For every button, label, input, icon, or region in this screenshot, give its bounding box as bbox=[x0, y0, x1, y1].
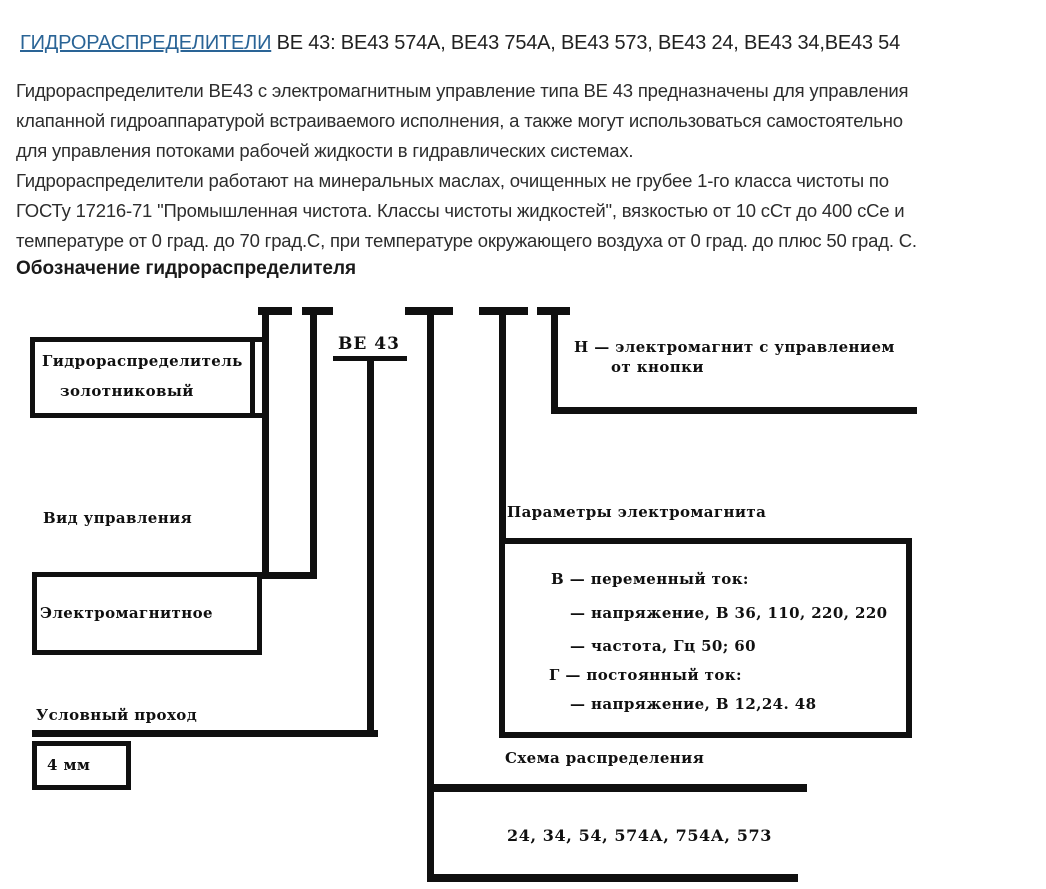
valve-type-connector-top bbox=[253, 337, 267, 342]
scheme-values: 24, 34, 54, 574А, 754А, 573 bbox=[507, 826, 772, 845]
control-kind-label: Вид управления bbox=[43, 509, 193, 527]
intro-paragraph-line1: Гидрораспределители ВЕ43 с электромагнитным управление типа ВЕ 43 предназначены для управления bbox=[16, 80, 909, 101]
magnet-params-line2: — напряжение, В 36, 110, 220, 220 bbox=[570, 604, 888, 622]
operating-paragraph-line3: температуре от 0 град. до 70 град.С, при температуре окружающего воздуха от 0 град. до плюс 50 град. С. bbox=[16, 230, 917, 251]
magnet-params-line5: — напряжение, В 12,24. 48 bbox=[570, 695, 817, 713]
magnet-params-line3: — частота, Гц 50; 60 bbox=[570, 637, 756, 655]
scheme-label: Схема распределения bbox=[505, 749, 705, 767]
page-title-rest: ВЕ 43: ВЕ43 574А, ВЕ43 754А, ВЕ43 573, ВЕ43 24, ВЕ43 34,ВЕ43 54 bbox=[271, 32, 901, 54]
diagram-cap-2 bbox=[302, 307, 333, 315]
intro-paragraph-line3: для управления потоками рабочей жидкости в гидравлических системах. bbox=[16, 140, 634, 161]
magnet-params-line1: В — переменный ток: bbox=[551, 570, 749, 588]
operating-paragraph-line2: ГОСТу 17216-71 "Промышленная чистота. Классы чистоты жидкостей", вязкостью от 10 сСт до 400 сСе и bbox=[16, 200, 905, 221]
magnet-params-label: Параметры электромагнита bbox=[507, 503, 767, 521]
magnet-params-line4: Г — постоянный ток: bbox=[549, 666, 742, 684]
model-label: ВЕ 43 bbox=[338, 334, 400, 354]
diagram-stem-control-type bbox=[310, 307, 317, 579]
bore-label: Условный проход bbox=[36, 706, 198, 724]
valve-type-connector-bottom bbox=[253, 413, 267, 418]
button-magnet-line2: от кнопки bbox=[611, 358, 704, 376]
diagram-stem-button-magnet bbox=[551, 307, 558, 413]
valve-type-line2: золотниковый bbox=[60, 382, 194, 400]
hydro-distributors-link[interactable]: ГИДРОРАСПРЕДЕЛИТЕЛИ bbox=[20, 32, 272, 54]
bore-value: 4 мм bbox=[47, 756, 91, 774]
designation-heading: Обозначение гидрораспределителя bbox=[16, 258, 357, 279]
button-magnet-line1: Н — электромагнит с управлением bbox=[574, 338, 895, 356]
control-type-text: Электромагнитное bbox=[40, 604, 213, 622]
scheme-bottom-line bbox=[428, 874, 798, 882]
diagram-stem-bore bbox=[367, 360, 374, 737]
diagram-stem-scheme bbox=[427, 307, 434, 882]
button-magnet-line bbox=[551, 407, 917, 414]
operating-paragraph-line1: Гидрораспределители работают на минеральных маслах, очищенных не грубее 1-го класса чистоты по bbox=[16, 170, 889, 191]
bore-line bbox=[32, 730, 378, 737]
diagram-stem-magnet-params bbox=[499, 307, 506, 545]
intro-paragraph-line2: клапанной гидроаппаратурой встраиваемого исполнения, а также могут использоваться самостоятельно bbox=[16, 110, 903, 131]
scheme-top-line bbox=[428, 784, 807, 792]
valve-type-box bbox=[30, 337, 255, 418]
diagram-stem-valve-type bbox=[262, 307, 269, 579]
valve-type-line1: Гидрораспределитель bbox=[42, 352, 243, 370]
